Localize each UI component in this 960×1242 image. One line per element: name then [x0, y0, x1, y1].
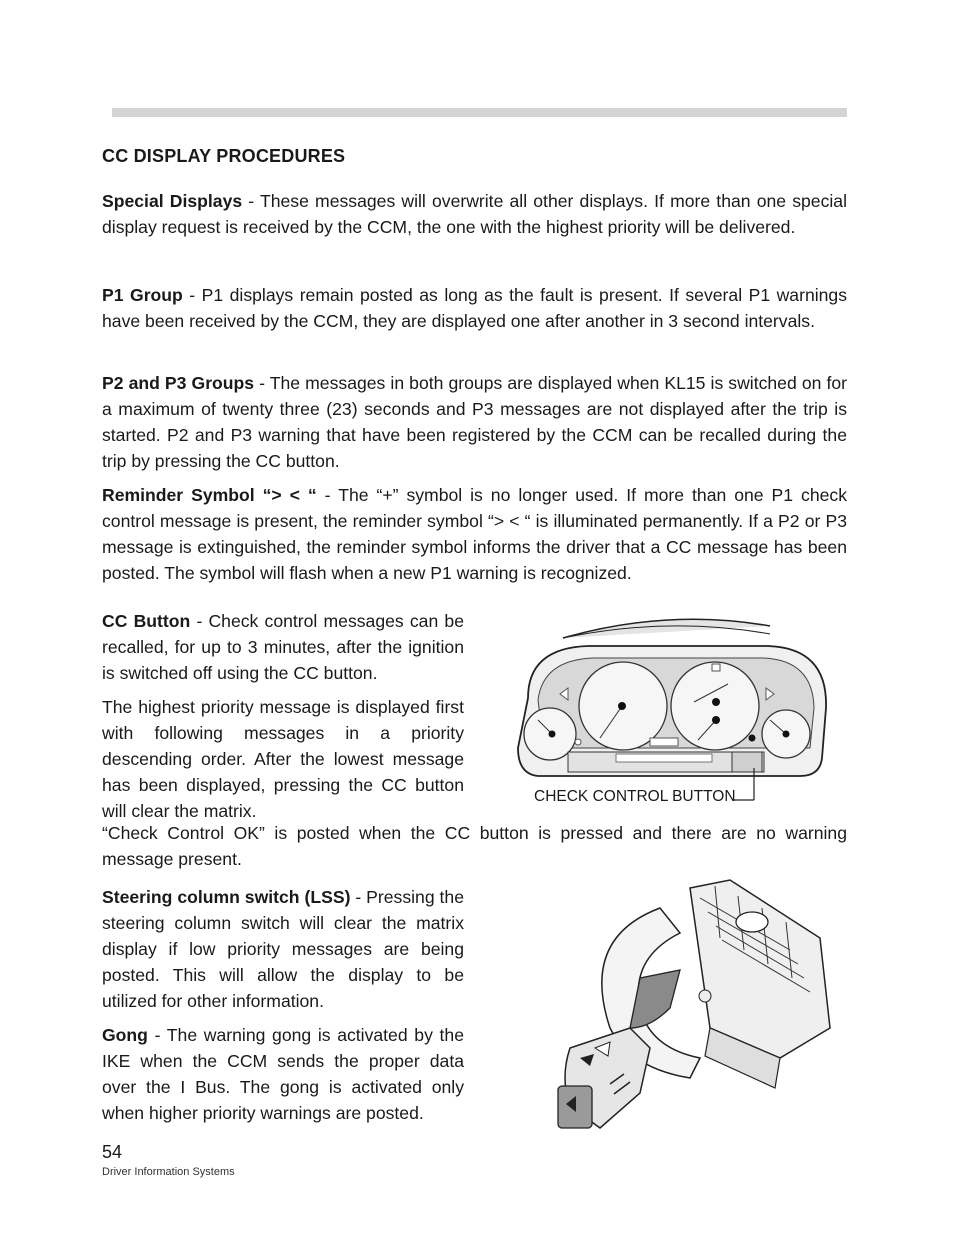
paragraph-highest-priority: The highest priority message is displayed first with following messages in a priority descending order. After the lowest message has been displayed, pressing the CC button will clear the matrix. [102, 697, 464, 821]
steering-column-switch-illustration [540, 878, 840, 1140]
paragraph-check-control-ok: “Check Control OK” is posted when the CC button is pressed and there are no warning message present. [102, 823, 847, 869]
term-cc-button: CC Button [102, 611, 191, 631]
term-special-displays: Special Displays [102, 191, 243, 211]
figure-label-check-control-button: CHECK CONTROL BUTTON [534, 788, 736, 805]
paragraph-reminder-symbol [102, 482, 847, 586]
term-p2-p3-groups: P2 and P3 Groups [102, 373, 255, 393]
paragraph-cc-button [102, 608, 464, 686]
footer-section-title: Driver Information Systems [102, 1166, 235, 1178]
paragraph-gong [102, 1022, 464, 1126]
header-rule [112, 108, 847, 117]
text-p2-p3-groups: - The messages in both groups are displayed when KL15 is switched on for a maximum of twenty three (23) seconds and P3 messages are not displayed after the trip is started. P2 and P3 warning that have been registered by the CCM can be recalled during the trip by pressing the CC button. [102, 373, 847, 471]
section-heading: CC DISPLAY PROCEDURES [102, 146, 346, 166]
page-number: 54 [102, 1142, 123, 1162]
term-gong: Gong [102, 1025, 148, 1045]
term-p1-group: P1 Group [102, 285, 183, 305]
text-special-displays: - These messages will overwrite all other displays. If more than one special display request is received by the CCM, the one with the highest priority will be delivered. [102, 191, 847, 237]
text-gong: - The warning gong is activated by the IKE when the CCM sends the proper data over the I Bus. The gong is activated only when higher priority warnings are posted. [102, 1025, 464, 1123]
paragraph-special-displays [102, 188, 847, 240]
paragraph-p1-group [102, 282, 847, 334]
term-reminder-symbol: Reminder Symbol “> < “ [102, 485, 317, 505]
paragraph-steering-column-switch [102, 884, 464, 1014]
instrument-cluster-illustration [508, 608, 848, 813]
text-reminder-symbol: - The “+” symbol is no longer used. If more than one P1 check control message is present, the reminder symbol “> < “ is illuminated permanently. If a P2 or P3 message is extinguished, the reminder symbol informs the driver that a CC message has been posted. The symbol will flash when a new P1 warning is recognized. [102, 485, 848, 583]
term-steering-column-switch: Steering column switch (LSS) [102, 887, 351, 907]
text-steering-column-switch: - Pressing the steering column switch will clear the matrix display if low priority messages are being posted. This will allow the display to be utilized for other information. [102, 887, 464, 1011]
text-cc-button: - Check control messages can be recalled, for up to 3 minutes, after the ignition is switched off using the CC button. [102, 611, 464, 683]
paragraph-p2-p3-groups [102, 370, 847, 474]
text-p1-group: - P1 displays remain posted as long as the fault is present. If several P1 warnings have been received by the CCM, they are displayed one after another in 3 second intervals. [102, 285, 848, 331]
